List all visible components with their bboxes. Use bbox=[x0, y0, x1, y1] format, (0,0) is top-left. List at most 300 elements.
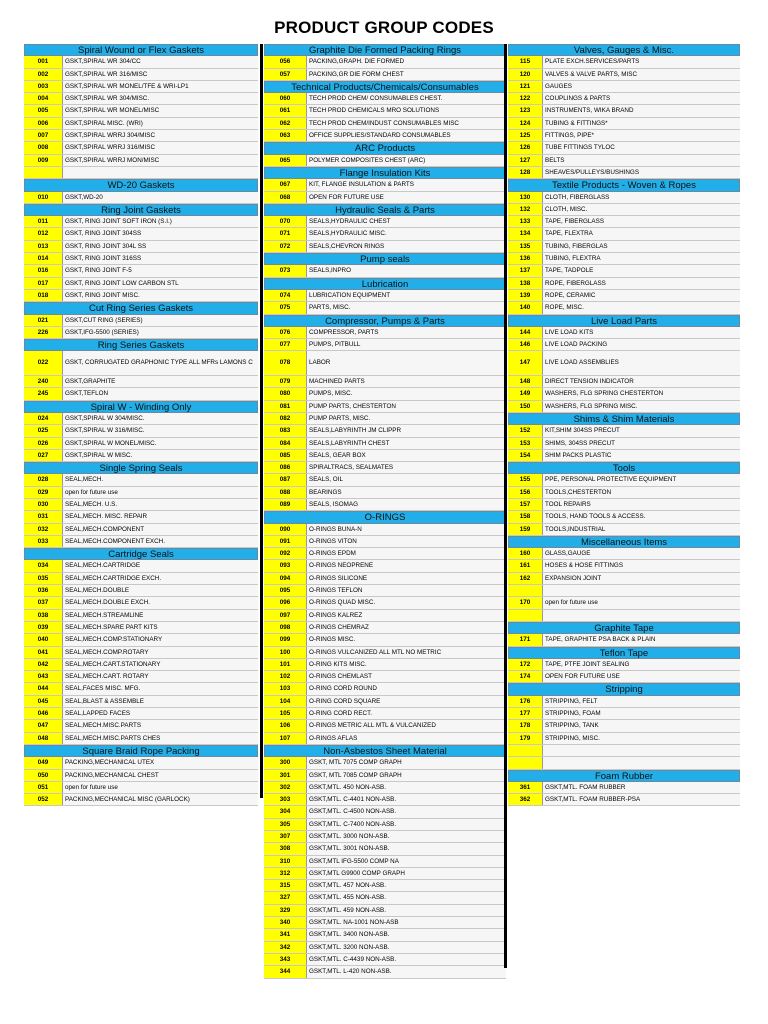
group-code: 063 bbox=[264, 130, 307, 141]
group-code: 162 bbox=[508, 573, 543, 584]
code-row bbox=[24, 733, 258, 745]
code-row bbox=[24, 708, 258, 720]
code-row bbox=[264, 560, 506, 572]
code-row bbox=[508, 142, 740, 154]
code-row bbox=[24, 782, 258, 794]
code-row bbox=[508, 388, 740, 400]
group-code: 057 bbox=[264, 69, 307, 80]
group-code: 061 bbox=[264, 105, 307, 116]
code-column-1 bbox=[24, 44, 258, 806]
group-code: 115 bbox=[508, 56, 543, 67]
code-row bbox=[508, 745, 740, 757]
group-code: 022 bbox=[24, 351, 63, 375]
group-description: TECH PROD CHEMICALS MRO SOLUTIONS bbox=[307, 105, 506, 116]
group-code: 150 bbox=[508, 401, 543, 412]
group-code: 001 bbox=[24, 56, 63, 67]
section-header: Ring Joint Gaskets bbox=[24, 204, 258, 216]
group-code: 362 bbox=[508, 794, 543, 805]
group-description: O-RING CORD ROUND bbox=[307, 683, 506, 694]
code-row bbox=[24, 524, 258, 536]
section-header: Textile Products - Woven & Ropes bbox=[508, 179, 740, 191]
code-row bbox=[264, 671, 506, 683]
group-description: O-RINGS CHEMRAZ bbox=[307, 622, 506, 633]
group-description: SEAL,MECH.CART.STATIONARY bbox=[63, 659, 258, 670]
group-description: SEALS, GEAR BOX bbox=[307, 450, 506, 461]
code-row bbox=[24, 474, 258, 486]
group-description: open for future use bbox=[63, 487, 258, 498]
group-code: 122 bbox=[508, 93, 543, 104]
group-description: O-RINGS NEOPRENE bbox=[307, 560, 506, 571]
group-code: 304 bbox=[264, 806, 307, 817]
section-header: Compressor, Pumps & Parts bbox=[264, 315, 506, 327]
group-code: 310 bbox=[264, 856, 307, 867]
code-row bbox=[508, 585, 740, 597]
group-description: POLYMER COMPOSITES CHEST (ARC) bbox=[307, 155, 506, 166]
group-code: 037 bbox=[24, 597, 63, 608]
group-code bbox=[24, 167, 63, 178]
group-description: TUBING, FLEXTRA bbox=[543, 253, 740, 264]
group-description: O-RINGS VITON bbox=[307, 536, 506, 547]
code-row bbox=[24, 167, 258, 179]
group-description: ROPE, CERAMIC bbox=[543, 290, 740, 301]
group-code: 127 bbox=[508, 155, 543, 166]
code-row bbox=[508, 105, 740, 117]
group-code: 132 bbox=[508, 204, 543, 215]
group-code: 161 bbox=[508, 560, 543, 571]
group-code: 153 bbox=[508, 438, 543, 449]
group-description: TAPE, TADPOLE bbox=[543, 265, 740, 276]
group-code: 065 bbox=[264, 155, 307, 166]
group-description: EXPANSION JOINT bbox=[543, 573, 740, 584]
group-description: GSKT,MTL. 457 NON-ASB. bbox=[307, 880, 506, 891]
group-code: 140 bbox=[508, 302, 543, 313]
section-header: Graphite Die Formed Packing Rings bbox=[264, 44, 506, 56]
group-code bbox=[508, 585, 543, 596]
code-row bbox=[24, 720, 258, 732]
code-row bbox=[24, 81, 258, 93]
code-row bbox=[24, 376, 258, 388]
group-code: 079 bbox=[264, 376, 307, 387]
code-row bbox=[264, 819, 506, 831]
code-row bbox=[24, 511, 258, 523]
group-description: open for future use bbox=[63, 782, 258, 793]
group-description: GSKT, RING JOINT 316SS bbox=[63, 253, 258, 264]
group-code: 104 bbox=[264, 696, 307, 707]
code-row bbox=[508, 696, 740, 708]
group-description: GSKT,MTL. C-4401 NON-ASB. bbox=[307, 794, 506, 805]
group-code: 308 bbox=[264, 843, 307, 854]
group-description: GSKT,MTL. 3001 NON-ASB. bbox=[307, 843, 506, 854]
group-description: SEAL,MECH.COMP.ROTARY bbox=[63, 647, 258, 658]
group-code: 307 bbox=[264, 831, 307, 842]
code-row bbox=[508, 499, 740, 511]
group-description: STRIPPING, MISC. bbox=[543, 733, 740, 744]
group-code: 036 bbox=[24, 585, 63, 596]
group-code: 171 bbox=[508, 634, 543, 645]
section-header: Spiral W - Winding Only bbox=[24, 401, 258, 413]
group-code: 051 bbox=[24, 782, 63, 793]
group-description: GSKT,MTL. 3000 NON-ASB. bbox=[307, 831, 506, 842]
group-description: BELTS bbox=[543, 155, 740, 166]
group-description: TAPE, PTFE JOINT SEALING bbox=[543, 659, 740, 670]
group-description: STRIPPING, FOAM bbox=[543, 708, 740, 719]
group-description: WASHERS, FLG SPRING CHESTERTON bbox=[543, 388, 740, 399]
group-description: STRIPPING, TANK bbox=[543, 720, 740, 731]
code-row bbox=[24, 499, 258, 511]
code-row bbox=[24, 290, 258, 302]
group-code: 159 bbox=[508, 524, 543, 535]
group-description: open for future use bbox=[543, 597, 740, 608]
group-code: 133 bbox=[508, 216, 543, 227]
group-code: 041 bbox=[24, 647, 63, 658]
group-code bbox=[508, 745, 543, 756]
code-row bbox=[264, 622, 506, 634]
code-row bbox=[264, 339, 506, 351]
group-description: SEAL,MECH.DOUBLE bbox=[63, 585, 258, 596]
code-row bbox=[24, 155, 258, 167]
group-description: SEAL,MECH.COMPONENT bbox=[63, 524, 258, 535]
group-code: 340 bbox=[264, 917, 307, 928]
group-description: O-RINGS VULCANIZED ALL MTL NO METRIC bbox=[307, 647, 506, 658]
code-row bbox=[508, 339, 740, 351]
code-row bbox=[24, 696, 258, 708]
group-code: 045 bbox=[24, 696, 63, 707]
code-row bbox=[264, 880, 506, 892]
code-row bbox=[24, 438, 258, 450]
code-row bbox=[508, 93, 740, 105]
group-description: TOOLS,INDUSTRIAL bbox=[543, 524, 740, 535]
code-row bbox=[264, 757, 506, 769]
code-row bbox=[508, 69, 740, 81]
group-description: GSKT, RING JOINT MISC. bbox=[63, 290, 258, 301]
group-description: GSKT,SPIRAL W 316/MISC. bbox=[63, 425, 258, 436]
group-description: CLOTH, MISC. bbox=[543, 204, 740, 215]
group-code: 152 bbox=[508, 425, 543, 436]
code-row bbox=[508, 720, 740, 732]
group-description: KIT,SHIM 304SS PRECUT bbox=[543, 425, 740, 436]
group-code: 146 bbox=[508, 339, 543, 350]
code-row bbox=[24, 659, 258, 671]
group-description: TUBING & FITTINGS* bbox=[543, 118, 740, 129]
group-code: 087 bbox=[264, 474, 307, 485]
group-code: 003 bbox=[24, 81, 63, 92]
group-code: 018 bbox=[24, 290, 63, 301]
group-description: O-RING CORD RECT. bbox=[307, 708, 506, 719]
code-row bbox=[264, 192, 506, 204]
group-code: 008 bbox=[24, 142, 63, 153]
code-row bbox=[24, 573, 258, 585]
group-description: GSKT,MTL. 3200 NON-ASB. bbox=[307, 942, 506, 953]
group-description: CLOTH, FIBERGLASS bbox=[543, 192, 740, 203]
group-code: 017 bbox=[24, 278, 63, 289]
group-description: LUBRICATION EQUIPMENT bbox=[307, 290, 506, 301]
code-row bbox=[24, 647, 258, 659]
section-header: Valves, Gauges & Misc. bbox=[508, 44, 740, 56]
group-description: PPE, PERSONAL PROTECTIVE EQUIPMENT bbox=[543, 474, 740, 485]
code-row bbox=[508, 118, 740, 130]
group-description: SPIRALTRACS, SEALMATES bbox=[307, 462, 506, 473]
group-description: LIVE LOAD KITS bbox=[543, 327, 740, 338]
group-description: SEAL,MECH.MISC.PARTS bbox=[63, 720, 258, 731]
group-code: 028 bbox=[24, 474, 63, 485]
code-row bbox=[264, 93, 506, 105]
code-row bbox=[508, 524, 740, 536]
code-row bbox=[264, 573, 506, 585]
group-code: 177 bbox=[508, 708, 543, 719]
group-description: GSKT,SPIRAL WRRJ 304/MISC bbox=[63, 130, 258, 141]
group-code: 083 bbox=[264, 425, 307, 436]
section-header: ARC Products bbox=[264, 142, 506, 154]
code-row bbox=[508, 511, 740, 523]
group-code: 034 bbox=[24, 560, 63, 571]
group-code: 075 bbox=[264, 302, 307, 313]
code-row bbox=[264, 413, 506, 425]
code-row bbox=[508, 794, 740, 806]
group-description: GSKT,MTL. FOAM RUBBER-PSA bbox=[543, 794, 740, 805]
group-code: 052 bbox=[24, 794, 63, 805]
code-row bbox=[24, 413, 258, 425]
code-row bbox=[508, 56, 740, 68]
group-description: PARTS, MISC. bbox=[307, 302, 506, 313]
group-code: 032 bbox=[24, 524, 63, 535]
code-row bbox=[24, 536, 258, 548]
group-description: OFFICE SUPPLIES/STANDARD CONSUMABLES bbox=[307, 130, 506, 141]
group-description: GSKT,TEFLON bbox=[63, 388, 258, 399]
code-row bbox=[508, 782, 740, 794]
code-row bbox=[264, 954, 506, 966]
group-description: TUBING, FIBERGLAS bbox=[543, 241, 740, 252]
group-description: COMPRESSOR, PARTS bbox=[307, 327, 506, 338]
group-code: 021 bbox=[24, 315, 63, 326]
code-row bbox=[508, 351, 740, 376]
group-code: 300 bbox=[264, 757, 307, 768]
group-code: 006 bbox=[24, 118, 63, 129]
code-row bbox=[264, 130, 506, 142]
group-code: 121 bbox=[508, 81, 543, 92]
code-row bbox=[508, 597, 740, 609]
group-code: 085 bbox=[264, 450, 307, 461]
code-row bbox=[264, 376, 506, 388]
group-description: GSKT, RING JOINT 304L SS bbox=[63, 241, 258, 252]
group-description: O-RINGS AFLAS bbox=[307, 733, 506, 744]
group-code: 031 bbox=[24, 511, 63, 522]
group-description: GSKT, CORRUGATED GRAPHONIC TYPE ALL MFRs LAMONS C bbox=[63, 351, 258, 375]
group-description: PUMP PARTS, CHESTERTON bbox=[307, 401, 506, 412]
code-row bbox=[508, 671, 740, 683]
group-description: PACKING,GR DIE FORM CHEST bbox=[307, 69, 506, 80]
code-row bbox=[508, 155, 740, 167]
group-description: GSKT,SPIRAL WR MONEL/TFE & WRI-LP1 bbox=[63, 81, 258, 92]
group-code: 027 bbox=[24, 450, 63, 461]
group-code: 096 bbox=[264, 597, 307, 608]
code-row bbox=[508, 302, 740, 314]
group-code: 030 bbox=[24, 499, 63, 510]
code-row bbox=[508, 757, 740, 769]
group-code: 148 bbox=[508, 376, 543, 387]
group-code: 080 bbox=[264, 388, 307, 399]
group-code: 007 bbox=[24, 130, 63, 141]
code-row bbox=[264, 831, 506, 843]
group-code: 060 bbox=[264, 93, 307, 104]
group-description: MACHINED PARTS bbox=[307, 376, 506, 387]
group-description: GSKT,MTL. C-4500 NON-ASB. bbox=[307, 806, 506, 817]
group-description bbox=[543, 745, 740, 756]
group-code: 144 bbox=[508, 327, 543, 338]
group-description: GSKT,MTL. NA-1001 NON-ASB bbox=[307, 917, 506, 928]
code-row bbox=[264, 388, 506, 400]
code-row bbox=[264, 290, 506, 302]
group-description: GSKT,MTL. 3400 NON-ASB. bbox=[307, 929, 506, 940]
code-row bbox=[508, 573, 740, 585]
group-code: 128 bbox=[508, 167, 543, 178]
group-description: GSKT,SPIRAL WR 304/CC bbox=[63, 56, 258, 67]
code-row bbox=[508, 130, 740, 142]
group-code: 100 bbox=[264, 647, 307, 658]
group-description: SEALS,LABYRINTH CHEST bbox=[307, 438, 506, 449]
group-code: 084 bbox=[264, 438, 307, 449]
group-description: PACKING,MECHANICAL CHEST bbox=[63, 770, 258, 781]
group-description: GAUGES bbox=[543, 81, 740, 92]
group-code: 074 bbox=[264, 290, 307, 301]
code-row bbox=[508, 487, 740, 499]
code-row bbox=[508, 438, 740, 450]
group-code: 056 bbox=[264, 56, 307, 67]
code-row bbox=[24, 634, 258, 646]
group-code: 154 bbox=[508, 450, 543, 461]
group-code: 158 bbox=[508, 511, 543, 522]
group-description: O-RINGS KALREZ bbox=[307, 610, 506, 621]
group-code: 033 bbox=[24, 536, 63, 547]
code-row bbox=[508, 634, 740, 646]
code-row bbox=[508, 733, 740, 745]
section-header: Single Spring Seals bbox=[24, 462, 258, 474]
code-row bbox=[24, 560, 258, 572]
group-description: SEAL,MECH.DOUBLE EXCH. bbox=[63, 597, 258, 608]
group-code: 097 bbox=[264, 610, 307, 621]
code-row bbox=[508, 228, 740, 240]
code-row bbox=[24, 228, 258, 240]
group-description: O-RINGS EPDM bbox=[307, 548, 506, 559]
group-description: SHEAVES/PULLEYS/BUSHINGS bbox=[543, 167, 740, 178]
group-code bbox=[508, 610, 543, 621]
group-description: GSKT,IFG-5500 (SERIES) bbox=[63, 327, 258, 338]
group-description: SEALS,LABYRINTH JM CLIPPR bbox=[307, 425, 506, 436]
section-header: Graphite Tape bbox=[508, 622, 740, 634]
group-description: GSKT,SPIRAL WRRJ 316/MISC bbox=[63, 142, 258, 153]
code-row bbox=[508, 327, 740, 339]
group-code: 170 bbox=[508, 597, 543, 608]
group-code: 107 bbox=[264, 733, 307, 744]
group-description: SEAL,MECH. MISC. REPAIR bbox=[63, 511, 258, 522]
group-description: GSKT,MTL. C-4439 NON-ASB. bbox=[307, 954, 506, 965]
code-row bbox=[508, 278, 740, 290]
code-column-3 bbox=[508, 44, 740, 806]
code-row bbox=[24, 93, 258, 105]
section-header: Technical Products/Chemicals/Consumables bbox=[264, 81, 506, 93]
group-description: PLATE EXCH.SERVICES/PARTS bbox=[543, 56, 740, 67]
group-code: 156 bbox=[508, 487, 543, 498]
section-header: Foam Rubber bbox=[508, 770, 740, 782]
group-code: 012 bbox=[24, 228, 63, 239]
group-code: 046 bbox=[24, 708, 63, 719]
section-header: Stripping bbox=[508, 683, 740, 695]
code-column-2 bbox=[264, 44, 506, 979]
code-row bbox=[508, 290, 740, 302]
code-row bbox=[264, 770, 506, 782]
group-code: 098 bbox=[264, 622, 307, 633]
group-code: 327 bbox=[264, 892, 307, 903]
group-code: 081 bbox=[264, 401, 307, 412]
code-row bbox=[24, 216, 258, 228]
group-code: 329 bbox=[264, 905, 307, 916]
group-code: 125 bbox=[508, 130, 543, 141]
group-description: SEAL,LAPPED FACES bbox=[63, 708, 258, 719]
group-code: 077 bbox=[264, 339, 307, 350]
code-row bbox=[508, 548, 740, 560]
code-row bbox=[264, 868, 506, 880]
group-description: OPEN FOR FUTURE USE bbox=[543, 671, 740, 682]
code-row bbox=[508, 81, 740, 93]
group-code bbox=[508, 757, 543, 768]
page-title: PRODUCT GROUP CODES bbox=[274, 18, 494, 37]
code-row bbox=[24, 118, 258, 130]
group-code: 086 bbox=[264, 462, 307, 473]
section-header: Flange Insulation Kits bbox=[264, 167, 506, 179]
code-row bbox=[264, 499, 506, 511]
section-header: Square Braid Rope Packing bbox=[24, 745, 258, 757]
group-code: 155 bbox=[508, 474, 543, 485]
group-description: SEALS,CHEVRON RINGS bbox=[307, 241, 506, 252]
group-code: 240 bbox=[24, 376, 63, 387]
group-code: 072 bbox=[264, 241, 307, 252]
section-header: Miscellaneous Items bbox=[508, 536, 740, 548]
code-row bbox=[24, 351, 258, 376]
code-row bbox=[24, 253, 258, 265]
group-code: 009 bbox=[24, 155, 63, 166]
group-description: GSKT,MTL. 455 NON-ASB. bbox=[307, 892, 506, 903]
group-code: 172 bbox=[508, 659, 543, 670]
code-row bbox=[264, 425, 506, 437]
code-row bbox=[264, 659, 506, 671]
column-divider bbox=[504, 44, 507, 968]
group-description: GSKT,SPIRAL WR 304/MISC. bbox=[63, 93, 258, 104]
group-code: 038 bbox=[24, 610, 63, 621]
group-description: PACKING,MECHANICAL UTEX bbox=[63, 757, 258, 768]
group-description: LABOR bbox=[307, 351, 506, 375]
code-row bbox=[24, 69, 258, 81]
group-code: 048 bbox=[24, 733, 63, 744]
group-description: HOSES & HOSE FITTINGS bbox=[543, 560, 740, 571]
code-row bbox=[24, 597, 258, 609]
group-description: ROPE, MISC. bbox=[543, 302, 740, 313]
code-row bbox=[264, 474, 506, 486]
group-code: 343 bbox=[264, 954, 307, 965]
group-code: 044 bbox=[24, 683, 63, 694]
group-description: O-RINGS QUAD MISC. bbox=[307, 597, 506, 608]
code-row bbox=[508, 610, 740, 622]
group-code: 157 bbox=[508, 499, 543, 510]
group-code: 123 bbox=[508, 105, 543, 116]
code-row bbox=[264, 56, 506, 68]
code-row bbox=[264, 216, 506, 228]
code-row bbox=[508, 204, 740, 216]
group-description: TOOLS, HAND TOOLS & ACCESS. bbox=[543, 511, 740, 522]
group-description: TUBE FITTINGS TYLOC bbox=[543, 142, 740, 153]
code-row bbox=[264, 585, 506, 597]
code-row bbox=[24, 770, 258, 782]
group-description: GSKT,GRAPHITE bbox=[63, 376, 258, 387]
code-row bbox=[264, 327, 506, 339]
